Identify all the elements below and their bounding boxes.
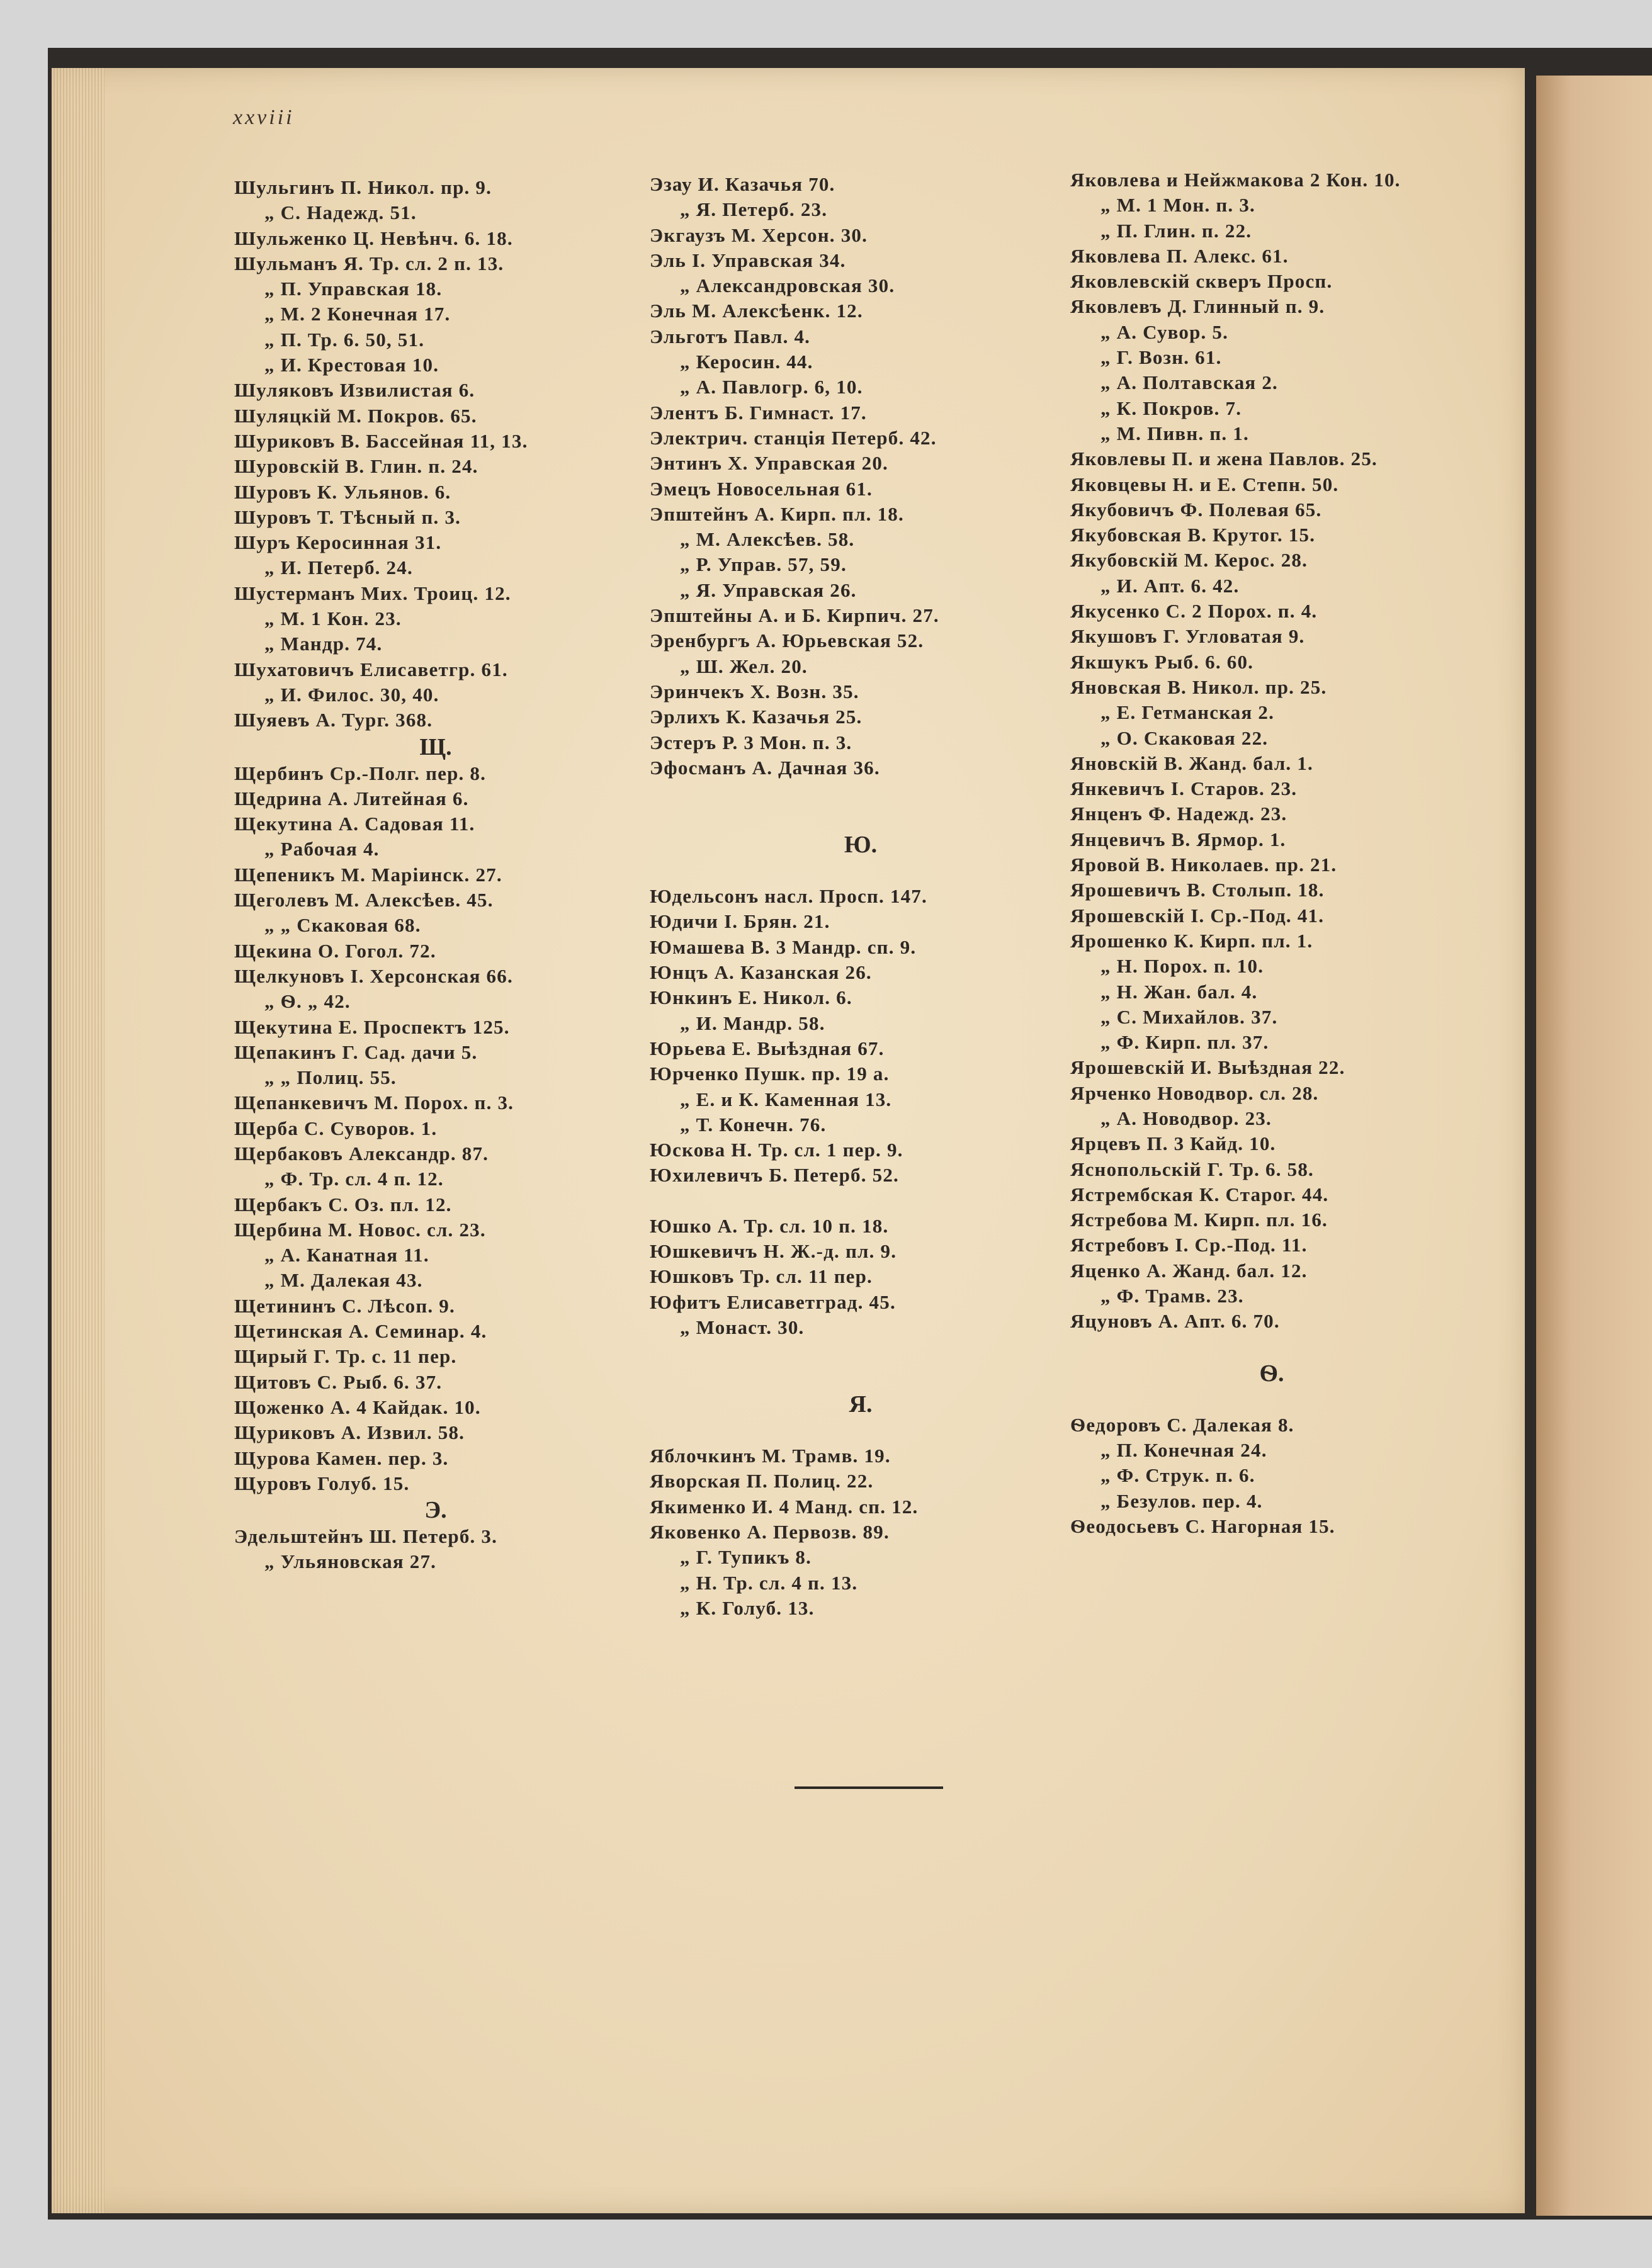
- directory-entry: Яценко А. Жанд. бал. 12.: [1070, 1259, 1308, 1282]
- directory-entry: Щекина О. Гогол. 72.: [234, 939, 436, 962]
- directory-entry: „ Монаст. 30.: [680, 1316, 805, 1338]
- directory-entry: Щоженко А. 4 Кайдак. 10.: [234, 1396, 481, 1418]
- directory-entry: Яворская П. Полиц. 22.: [650, 1470, 874, 1492]
- directory-entry: „ И. Филос. 30, 40.: [264, 683, 439, 706]
- directory-entry: „ Г. Тупикъ 8.: [680, 1546, 812, 1569]
- directory-entry: Юфитъ Елисаветград. 45.: [650, 1290, 896, 1313]
- directory-entry: Щепанкевичъ М. Порох. п. 3.: [234, 1092, 514, 1114]
- directory-entry: Шуриковъ В. Бассейная 11, 13.: [234, 429, 528, 452]
- directory-entry: Ярцевъ П. 3 Кайд. 10.: [1070, 1132, 1276, 1155]
- directory-entry: Юшкевичъ Н. Ж.-д. пл. 9.: [650, 1239, 897, 1262]
- directory-entry: Эрлихъ К. Казачья 25.: [650, 706, 863, 728]
- directory-entry: Юшко А. Тр. сл. 10 п. 18.: [650, 1214, 889, 1237]
- directory-entry: „ Ф. Кирп. пл. 37.: [1100, 1031, 1269, 1054]
- directory-entry: Щерба С. Суворов. 1.: [234, 1117, 438, 1139]
- directory-entry: „ Н. Порох. п. 10.: [1100, 955, 1264, 978]
- directory-entry: „ Александровская 30.: [680, 274, 895, 297]
- directory-entry: Яковлева и Нейжмакова 2 Кон. 10.: [1070, 169, 1401, 191]
- directory-entry: Ярошевскій І. Ср.-Под. 41.: [1070, 904, 1325, 927]
- directory-entry: Ястрембская К. Старог. 44.: [1070, 1183, 1329, 1205]
- directory-entry: Янцевичъ В. Ярмор. 1.: [1070, 828, 1286, 850]
- directory-entry: Яковлева П. Алекс. 61.: [1070, 244, 1289, 267]
- spacer: [650, 1340, 1072, 1391]
- directory-entry: Эпштейнъ А. Кирп. пл. 18.: [650, 502, 904, 525]
- directory-entry: Шуляцкій М. Покров. 65.: [234, 404, 477, 427]
- directory-entry: Эренбургъ А. Юрьевская 52.: [650, 629, 924, 652]
- directory-entry: Щербина М. Новос. сл. 23.: [234, 1218, 486, 1241]
- spacer: [650, 1418, 1072, 1443]
- directory-entry: Шустерманъ Мих. Троиц. 12.: [234, 582, 511, 604]
- directory-entry: Эдельштейнъ Ш. Петерб. 3.: [234, 1525, 498, 1548]
- section-letter-ya: Я.: [849, 1391, 873, 1418]
- directory-entry: „ Безулов. пер. 4.: [1100, 1489, 1263, 1512]
- section-letter-e: Э.: [424, 1497, 447, 1524]
- directory-entry: „ Ѳ. „ 42.: [264, 990, 351, 1013]
- entries-ya-col2: [650, 1443, 1072, 1621]
- directory-entry: „ Р. Управ. 57, 59.: [680, 553, 847, 576]
- directory-entry: Шуровъ К. Ульянов. 6.: [234, 480, 451, 503]
- directory-entry: Юхилевичъ Б. Петерб. 52.: [650, 1164, 899, 1187]
- directory-entry: Шуровскій В. Глин. п. 24.: [234, 455, 478, 478]
- directory-entry: Шухатовичъ Елисаветгр. 61.: [234, 658, 508, 680]
- directory-entry: „ П. Тр. 6. 50, 51.: [264, 328, 425, 351]
- directory-entry: „ Ф. Струк. п. 6.: [1100, 1464, 1255, 1487]
- directory-entry: „ Ульяновская 27.: [264, 1550, 437, 1573]
- directory-entry: „ О. Скаковая 22.: [1100, 726, 1269, 749]
- column-2: [650, 172, 1072, 1621]
- directory-entry: „ М. Пивн. п. 1.: [1100, 422, 1249, 444]
- directory-entry: Щуровъ Голуб. 15.: [234, 1472, 410, 1494]
- directory-entry: Эмецъ Новосельная 61.: [650, 477, 873, 500]
- directory-entry: Щеголевъ М. Алексѣев. 45.: [234, 889, 494, 911]
- directory-entry: Яснопольскій Г. Тр. 6. 58.: [1070, 1158, 1315, 1180]
- directory-entry: Янкевичъ І. Старов. 23.: [1070, 777, 1298, 800]
- directory-entry: Щекутина А. Садовая 11.: [234, 813, 475, 835]
- spacer: [1070, 1387, 1473, 1413]
- directory-entry: Ярошевскій И. Выѣздная 22.: [1070, 1056, 1345, 1079]
- directory-entry: „ Е. Гетманская 2.: [1100, 701, 1275, 724]
- directory-entry: „ Ф. Трамв. 23.: [1100, 1285, 1244, 1307]
- directory-entry: Щетининъ С. Лѣсоп. 9.: [234, 1294, 455, 1317]
- directory-entry: Щербаковъ Александр. 87.: [234, 1142, 489, 1165]
- directory-entry: „ М. 2 Конечная 17.: [264, 303, 451, 325]
- directory-entry: Элентъ Б. Гимнаст. 17.: [650, 401, 867, 424]
- directory-entry: „ С. Надежд. 51.: [264, 201, 417, 224]
- directory-entry: Якубовскій М. Керос. 28.: [1070, 549, 1308, 572]
- directory-entry: „ И. Крестовая 10.: [264, 354, 439, 376]
- directory-entry: „ Н. Тр. сл. 4 п. 13.: [680, 1571, 858, 1594]
- directory-entry: Ястребовъ І. Ср.-Под. 11.: [1070, 1234, 1308, 1256]
- section-letter-shch: Щ.: [419, 733, 452, 760]
- directory-entry: Эпштейны А. и Б. Кирпич. 27.: [650, 604, 939, 627]
- entries-yu: [650, 884, 1072, 1188]
- directory-entry: „ А. Сувор. 5.: [1100, 320, 1229, 343]
- directory-entry: Яблочкинъ М. Трамв. 19.: [650, 1445, 891, 1467]
- directory-entry: „ Ш. Жел. 20.: [680, 655, 808, 677]
- directory-entry: Юнкинъ Е. Никол. 6.: [650, 986, 852, 1009]
- directory-entry: Якусенко С. 2 Порох. п. 4.: [1070, 600, 1318, 623]
- end-rule: [795, 1786, 943, 1789]
- directory-entry: Щепакинъ Г. Сад. дачи 5.: [234, 1041, 478, 1063]
- page-stack-edge: [52, 68, 105, 2213]
- directory-entry: „ И. Апт. 6. 42.: [1100, 574, 1240, 597]
- directory-entry: „ А. Павлогр. 6, 10.: [680, 376, 863, 398]
- directory-entry: Ѳеодосьевъ С. Нагорная 15.: [1070, 1515, 1335, 1537]
- directory-entry: Якубовская В. Крутог. 15.: [1070, 524, 1316, 546]
- spacer: [650, 859, 1072, 884]
- directory-entry: Якубовичъ Ф. Полевая 65.: [1070, 498, 1322, 521]
- directory-entry: „ М. Алексѣев. 58.: [680, 528, 855, 551]
- directory-entry: „ Е. и К. Каменная 13.: [680, 1088, 892, 1110]
- directory-entry: „ Я. Управская 26.: [680, 578, 857, 601]
- directory-entry: Щедрина А. Литейная 6.: [234, 787, 469, 810]
- directory-entry: „ П. Глин. п. 22.: [1100, 219, 1252, 242]
- directory-entry: Щетинская А. Семинар. 4.: [234, 1320, 487, 1343]
- directory-entry: Шульгинъ П. Никол. пр. 9.: [234, 176, 492, 198]
- directory-entry: Эль М. Алексѣенк. 12.: [650, 300, 863, 322]
- directory-entry: Шуръ Керосинная 31.: [234, 531, 442, 554]
- page-number: xxviii: [233, 106, 295, 129]
- entries-yu-2: [650, 1214, 1072, 1340]
- directory-entry: „ Т. Конечн. 76.: [680, 1113, 827, 1136]
- directory-entry: Эфосманъ А. Дачная 36.: [650, 756, 880, 779]
- directory-entry: Эль І. Управская 34.: [650, 249, 846, 271]
- directory-entry: Юшковъ Тр. сл. 11 пер.: [650, 1265, 873, 1288]
- directory-entry: Яковлевъ Д. Глинный п. 9.: [1070, 295, 1325, 318]
- spacer: [1070, 1334, 1473, 1360]
- directory-entry: Шуяевъ А. Тург. 368.: [234, 709, 433, 731]
- column-3: [1070, 167, 1473, 1539]
- directory-entry: Якименко И. 4 Манд. сп. 12.: [650, 1495, 919, 1518]
- directory-entry: „ Я. Петерб. 23.: [680, 198, 828, 221]
- directory-entry: „ А. Канатная 11.: [264, 1244, 429, 1267]
- directory-entry: Яковлевы П. и жена Павлов. 25.: [1070, 448, 1378, 470]
- directory-entry: Шульманъ Я. Тр. сл. 2 п. 13.: [234, 252, 504, 274]
- directory-entry: „ И. Петерб. 24.: [264, 556, 413, 579]
- directory-entry: Экгаузъ М. Херсон. 30.: [650, 223, 868, 246]
- directory-entry: „ Керосин. 44.: [680, 351, 813, 373]
- directory-entry: Яновскій В. Жанд. бал. 1.: [1070, 752, 1313, 774]
- directory-entry: Шульженко Ц. Невѣнч. 6. 18.: [234, 227, 513, 249]
- directory-entry: Щитовъ С. Рыб. 6. 37.: [234, 1370, 443, 1393]
- directory-entry: Эзау И. Казачья 70.: [650, 173, 835, 195]
- directory-entry: „ К. Покров. 7.: [1100, 397, 1242, 419]
- directory-entry: Щепеникъ М. Маріинск. 27.: [234, 863, 502, 886]
- entries-e-col1: [234, 1524, 637, 1575]
- directory-entry: Яковенко А. Первозв. 89.: [650, 1521, 890, 1543]
- directory-entry: „ И. Мандр. 58.: [680, 1012, 825, 1034]
- directory-entry: „ „ Полиц. 55.: [264, 1066, 397, 1089]
- directory-entry: Юскова Н. Тр. сл. 1 пер. 9.: [650, 1139, 903, 1161]
- directory-entry: Щурова Камен. пер. 3.: [234, 1447, 449, 1469]
- directory-entry: „ К. Голуб. 13.: [680, 1596, 815, 1619]
- directory-entry: Яковлевскій скверъ Просп.: [1070, 270, 1333, 293]
- directory-entry: Яровой В. Николаев. пр. 21.: [1070, 854, 1337, 876]
- section-letter-yu: Ю.: [844, 832, 878, 859]
- directory-entry: Ястребова М. Кирп. пл. 16.: [1070, 1209, 1328, 1231]
- directory-entry: Эринчекъ Х. Возн. 35.: [650, 680, 859, 702]
- section-letter-fita: Ѳ.: [1259, 1360, 1284, 1387]
- directory-entry: Яцуновъ А. Апт. 6. 70.: [1070, 1310, 1280, 1333]
- directory-entry: Ярошенко К. Кирп. пл. 1.: [1070, 929, 1313, 952]
- directory-entry: Якшукъ Рыб. 6. 60.: [1070, 650, 1254, 673]
- entries-ya-col3: [1070, 167, 1473, 1334]
- directory-entry: „ П. Конечная 24.: [1100, 1438, 1267, 1461]
- directory-entry: Якушовъ Г. Угловатая 9.: [1070, 625, 1305, 648]
- directory-entry: Ярченко Новодвор. сл. 28.: [1070, 1081, 1319, 1104]
- adjacent-page-edge: [1536, 76, 1652, 2216]
- directory-entry: „ П. Управская 18.: [264, 278, 443, 300]
- directory-entry: Щербакъ С. Оз. пл. 12.: [234, 1193, 452, 1216]
- directory-entry: „ Рабочая 4.: [264, 838, 380, 860]
- directory-entry: Ѳедоровъ С. Далекая 8.: [1070, 1413, 1294, 1436]
- directory-entry: Шуляковъ Извилистая 6.: [234, 379, 475, 402]
- directory-entry: Шуровъ Т. Тѣсный п. 3.: [234, 505, 461, 528]
- directory-entry: Юрьева Е. Выѣздная 67.: [650, 1037, 885, 1059]
- entries-e-col2: [650, 172, 1072, 781]
- directory-entry: „ „ Скаковая 68.: [264, 914, 421, 937]
- directory-entry: Щуриковъ А. Извил. 58.: [234, 1421, 465, 1444]
- directory-entry: Юрченко Пушк. пр. 19 а.: [650, 1063, 890, 1085]
- spacer: [650, 781, 1072, 831]
- directory-entry: Янценъ Ф. Надежд. 23.: [1070, 803, 1287, 825]
- directory-entry: Юмашева В. 3 Мандр. сп. 9.: [650, 935, 917, 958]
- entries-fita: [1070, 1413, 1473, 1539]
- directory-entry: Юдельсонъ насл. Просп. 147.: [650, 885, 927, 908]
- directory-entry: Щирый Г. Тр. с. 11 пер.: [234, 1345, 457, 1368]
- directory-entry: „ С. Михайлов. 37.: [1100, 1005, 1278, 1028]
- entries-shu: [234, 175, 637, 733]
- directory-entry: „ М. 1 Мон. п. 3.: [1100, 194, 1255, 217]
- directory-entry: Энтинъ Х. Управская 20.: [650, 452, 888, 475]
- directory-entry: Щекутина Е. Проспектъ 125.: [234, 1015, 510, 1038]
- directory-entry: Электрич. станція Петерб. 42.: [650, 426, 937, 449]
- directory-entry: „ А. Полтавская 2.: [1100, 371, 1278, 394]
- directory-entry: „ М. 1 Кон. 23.: [264, 607, 402, 630]
- directory-entry: Юдичи І. Брян. 21.: [650, 910, 830, 933]
- directory-entry: Щелкуновъ І. Херсонская 66.: [234, 964, 513, 987]
- directory-entry: Юнцъ А. Казанская 26.: [650, 961, 872, 984]
- directory-entry: „ Мандр. 74.: [264, 633, 383, 655]
- directory-entry: Эльготъ Павл. 4.: [650, 325, 811, 347]
- directory-entry: „ Ф. Тр. сл. 4 п. 12.: [264, 1168, 444, 1190]
- column-1: [234, 175, 637, 1575]
- directory-entry: Ярошевичъ В. Столып. 18.: [1070, 879, 1325, 901]
- directory-entry: „ Н. Жан. бал. 4.: [1100, 980, 1258, 1003]
- directory-entry: Эстеръ Р. 3 Мон. п. 3.: [650, 731, 852, 753]
- directory-entry: „ А. Новодвор. 23.: [1100, 1107, 1272, 1129]
- spacer: [650, 1188, 1072, 1214]
- directory-entry: Яковцевы Н. и Е. Степн. 50.: [1070, 473, 1339, 495]
- directory-entry: „ Г. Возн. 61.: [1100, 346, 1222, 369]
- directory-entry: „ М. Далекая 43.: [264, 1269, 423, 1292]
- directory-entry: Яновская В. Никол. пр. 25.: [1070, 675, 1327, 698]
- directory-entry: Щербинъ Ср.-Полг. пер. 8.: [234, 762, 487, 784]
- entries-shch: [234, 761, 637, 1497]
